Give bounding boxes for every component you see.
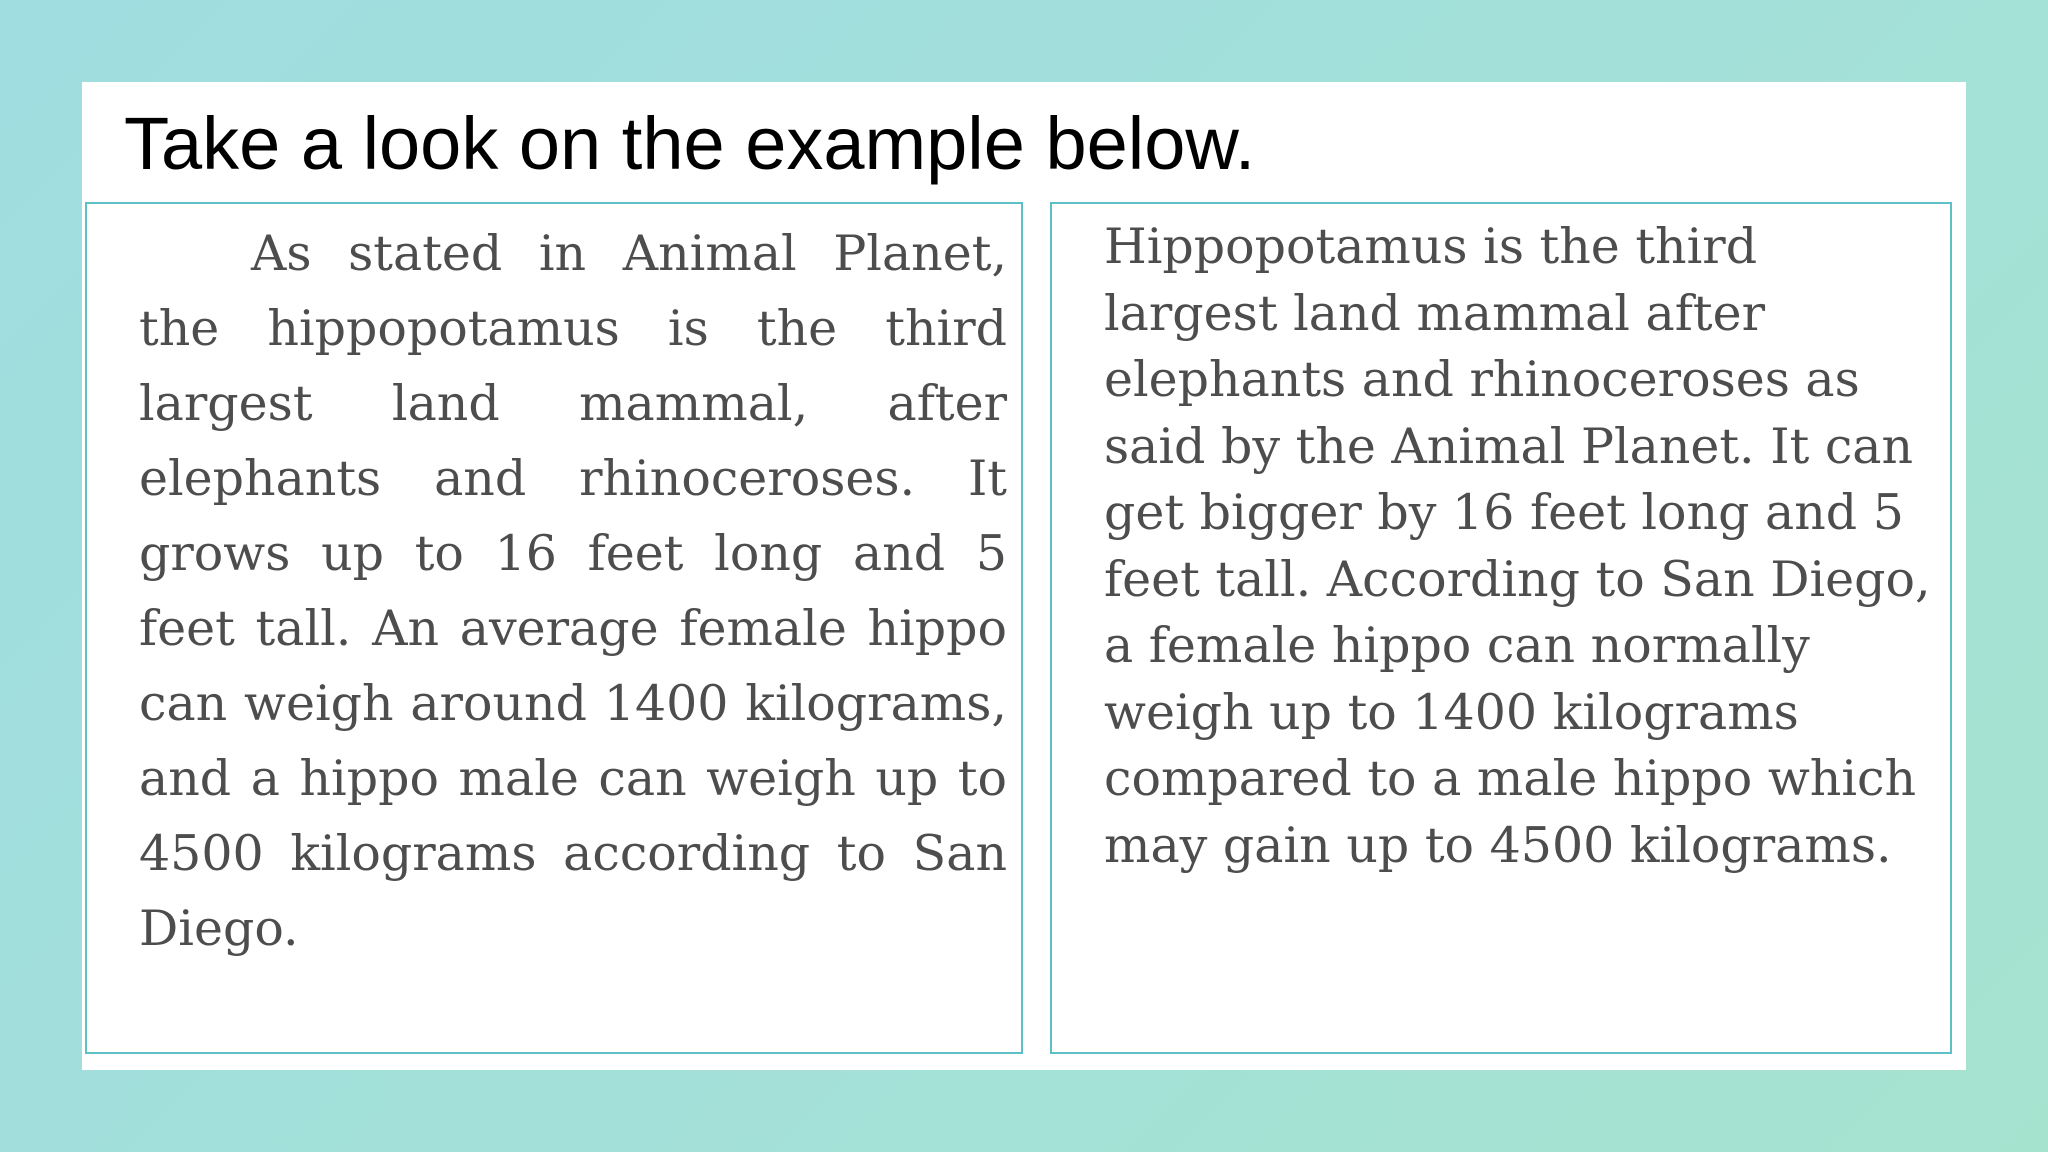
paraphrased-text-box xyxy=(1050,202,1952,1054)
paraphrased-paragraph: Hippopotamus is the third largest land mammal after elephants and rhinoceroses as said by the Animal Planet. It can get bigger by 16 feet long and 5 feet tall. According to San Diego, a female hippo can normally weigh up to 1400 kilograms compared to a male hippo which may gain up to 4500 kilograms. xyxy=(1104,218,1931,874)
original-paragraph: As stated in Animal Planet, the hippopotamus is the third largest land mammal, after elephants and rhinoceroses. It grows up to 16 feet long and 5 feet tall. An average female hippo can weigh around 1400 kilograms, and a hippo male can weigh up to 4500 kilograms according to San Diego. xyxy=(139,225,1007,957)
original-text-box xyxy=(85,202,1023,1054)
slide-title: Take a look on the example below. xyxy=(124,102,1256,185)
slide-card xyxy=(82,82,1966,1070)
